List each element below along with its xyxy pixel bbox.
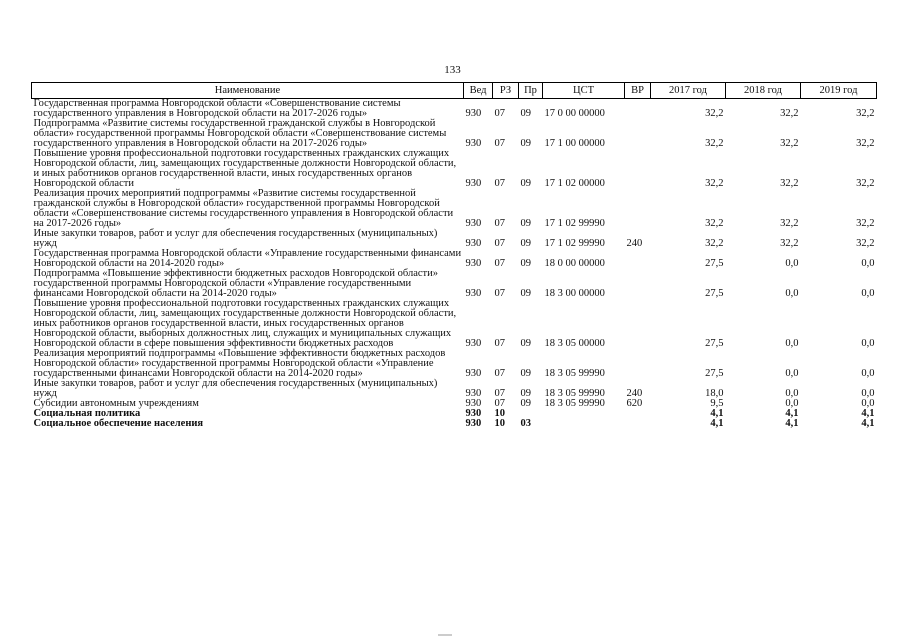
row-cst: 18 3 05 00000 (544, 338, 605, 349)
header-pr: Пр (519, 83, 543, 99)
row-2017: 4,1 (710, 408, 724, 419)
table-row (32, 99, 877, 120)
row-rz: 07 (494, 288, 505, 299)
row-2019: 4,1 (861, 418, 875, 429)
row-2019: 0,0 (861, 338, 875, 349)
row-name: Подпрограмма «Развитие системы государственной гражданской службы в Новгородской области» государственной программы Новгородской области «Совершенствование системы государственного управления в Новгородской области на 2017-2026 годы» (33, 118, 447, 149)
row-rz: 10 (494, 408, 505, 419)
table-header-row (32, 83, 877, 99)
row-2017: 9,5 (710, 398, 724, 409)
row-2018: 32,2 (780, 108, 799, 119)
row-cst (543, 409, 625, 419)
table-row (32, 149, 877, 189)
row-2018: 0,0 (785, 288, 799, 299)
row-vr (625, 249, 651, 269)
row-ved: 930 (465, 108, 482, 119)
page-scan-mark (438, 634, 452, 636)
row-ved: 930 (465, 418, 482, 429)
page-number: 133 (444, 64, 461, 76)
row-2017: 32,2 (705, 178, 724, 189)
row-vr (625, 409, 651, 419)
row-2019: 0,0 (861, 388, 875, 399)
row-2018: 0,0 (785, 398, 799, 409)
row-vr (625, 269, 651, 299)
row-rz: 07 (494, 178, 505, 189)
header-name: Наименование (32, 83, 464, 99)
row-name: Повышение уровня профессиональной подготовки государственных гражданских служащих Новгородской области, лиц, замещающих государственные должности Новгородской области, и иных работников органов государственной власти, иных государственных органов Новгородской области (33, 148, 457, 189)
row-cst: 17 1 02 00000 (544, 178, 605, 189)
table-row (32, 399, 877, 409)
row-2017: 32,2 (705, 238, 724, 249)
row-2018: 4,1 (785, 418, 799, 429)
row-vr (625, 149, 651, 189)
row-cst: 18 3 05 99990 (544, 398, 605, 409)
row-cst: 17 1 02 99990 (544, 238, 605, 249)
row-ved: 930 (465, 138, 482, 149)
row-vr (625, 189, 651, 229)
row-2019: 32,2 (856, 108, 875, 119)
table-row (32, 229, 877, 249)
row-pr: 09 (520, 218, 531, 229)
row-2019: 0,0 (861, 398, 875, 409)
row-pr: 03 (520, 418, 531, 429)
header-2017: 2017 год (651, 83, 726, 99)
row-rz: 07 (494, 338, 505, 349)
row-name: Субсидии автономным учреждениям (33, 398, 199, 409)
row-2018: 32,2 (780, 138, 799, 149)
row-vr: 240 (626, 238, 643, 249)
row-rz: 07 (494, 238, 505, 249)
row-rz: 07 (494, 138, 505, 149)
row-ved: 930 (465, 288, 482, 299)
row-2018: 0,0 (785, 258, 799, 269)
row-pr: 09 (520, 288, 531, 299)
row-rz: 07 (494, 398, 505, 409)
row-pr: 09 (520, 338, 531, 349)
table-row (32, 119, 877, 149)
header-ved: Вед (464, 83, 493, 99)
row-2018: 0,0 (785, 338, 799, 349)
row-cst: 17 0 00 00000 (544, 108, 605, 119)
header-2018: 2018 год (726, 83, 801, 99)
row-2019: 4,1 (861, 408, 875, 419)
row-rz: 07 (494, 258, 505, 269)
row-cst: 17 1 02 99990 (544, 218, 605, 229)
row-2018: 4,1 (785, 408, 799, 419)
row-2018: 0,0 (785, 368, 799, 379)
row-ved: 930 (465, 178, 482, 189)
header-rz: РЗ (493, 83, 519, 99)
row-ved: 930 (465, 258, 482, 269)
row-name: Подпрограмма «Повышение эффективности бюджетных расходов Новгородской области» государственной программы Новгородской области «Управление государственными финансами Новгородской области на 2014-2020 годы» (33, 268, 438, 299)
row-vr (625, 119, 651, 149)
row-pr: 09 (520, 138, 531, 149)
row-ved: 930 (465, 238, 482, 249)
row-ved: 930 (465, 368, 482, 379)
table-row (32, 299, 877, 349)
row-2019: 32,2 (856, 178, 875, 189)
row-pr: 09 (520, 238, 531, 249)
row-2018: 32,2 (780, 218, 799, 229)
row-vr (625, 419, 651, 429)
row-cst (543, 419, 625, 429)
row-name: Повышение уровня профессиональной подготовки государственных гражданских служащих Новгородской области, лиц, замещающих государственные должности Новгородской области, иных работников органов государственной власти, иных государственных органов Новгородской области, выборных должностных лиц, служащих и муниципальных служащих Новгородской области в сфере повышения эффективности бюджетных расходов (33, 298, 457, 349)
budget-table (31, 82, 877, 429)
row-pr: 09 (520, 258, 531, 269)
row-2017: 32,2 (705, 108, 724, 119)
row-cst: 18 3 05 99990 (544, 388, 605, 399)
row-name: Реализация прочих мероприятий подпрограммы «Развитие системы государственной гражданской службы в Новгородской области» государственной программы Новгородской области «Совершенствование системы государственного управления в Новгородской области на 2017-2026 годы» (33, 188, 454, 229)
row-name: Иные закупки товаров, работ и услуг для обеспечения государственных (муниципальных) нужд (33, 378, 438, 399)
row-name: Иные закупки товаров, работ и услуг для обеспечения государственных (муниципальных) нужд (33, 228, 438, 249)
row-vr (625, 99, 651, 120)
row-pr: 09 (520, 368, 531, 379)
row-2017: 18,0 (705, 388, 724, 399)
row-pr: 09 (520, 108, 531, 119)
row-cst: 18 0 00 00000 (544, 258, 605, 269)
row-2017: 32,2 (705, 138, 724, 149)
row-rz: 07 (494, 368, 505, 379)
row-rz: 07 (494, 388, 505, 399)
row-rz: 07 (494, 218, 505, 229)
row-ved: 930 (465, 218, 482, 229)
row-name: Государственная программа Новгородской области «Совершенствование системы государственного управления в Новгородской области на 2017-2026 годы» (33, 98, 401, 119)
row-rz: 10 (494, 418, 505, 429)
row-2017: 27,5 (705, 288, 724, 299)
row-ved: 930 (465, 398, 482, 409)
header-2019: 2019 год (801, 83, 877, 99)
row-ved: 930 (465, 338, 482, 349)
row-pr: 09 (520, 388, 531, 399)
row-vr: 240 (626, 388, 643, 399)
row-name: Социальное обеспечение населения (33, 418, 204, 429)
row-rz: 07 (494, 108, 505, 119)
row-2018: 32,2 (780, 178, 799, 189)
row-vr: 620 (626, 398, 643, 409)
row-2019: 0,0 (861, 368, 875, 379)
table-row (32, 379, 877, 399)
row-pr: 09 (520, 178, 531, 189)
row-name: Социальная политика (33, 408, 141, 419)
table-row (32, 419, 877, 429)
row-2019: 0,0 (861, 288, 875, 299)
row-vr (625, 299, 651, 349)
table-row (32, 349, 877, 379)
row-2018: 0,0 (785, 388, 799, 399)
row-ved: 930 (465, 408, 482, 419)
row-name: Реализация мероприятий подпрограммы «Повышение эффективности бюджетных расходов Новгородской области» государственной программы Новгородской области «Управление государственными финансами Новгородской области на 2014-2020 годы» (33, 348, 446, 379)
row-vr (625, 349, 651, 379)
row-cst: 18 3 05 99990 (544, 368, 605, 379)
row-2018: 32,2 (780, 238, 799, 249)
row-2017: 27,5 (705, 368, 724, 379)
row-2017: 27,5 (705, 258, 724, 269)
row-2019: 0,0 (861, 258, 875, 269)
row-2017: 4,1 (710, 418, 724, 429)
row-2019: 32,2 (856, 138, 875, 149)
row-2019: 32,2 (856, 218, 875, 229)
row-cst: 17 1 00 00000 (544, 138, 605, 149)
table-row (32, 269, 877, 299)
row-2017: 27,5 (705, 338, 724, 349)
row-cst: 18 3 00 00000 (544, 288, 605, 299)
row-2019: 32,2 (856, 238, 875, 249)
header-vr: ВР (625, 83, 651, 99)
table-row (32, 249, 877, 269)
row-name: Государственная программа Новгородской области «Управление государственными финансами Новгородской области на 2014-2020 годы» (33, 248, 462, 269)
row-ved: 930 (465, 388, 482, 399)
header-cst: ЦСТ (543, 83, 625, 99)
row-pr: 09 (520, 398, 531, 409)
row-2017: 32,2 (705, 218, 724, 229)
table-row (32, 189, 877, 229)
